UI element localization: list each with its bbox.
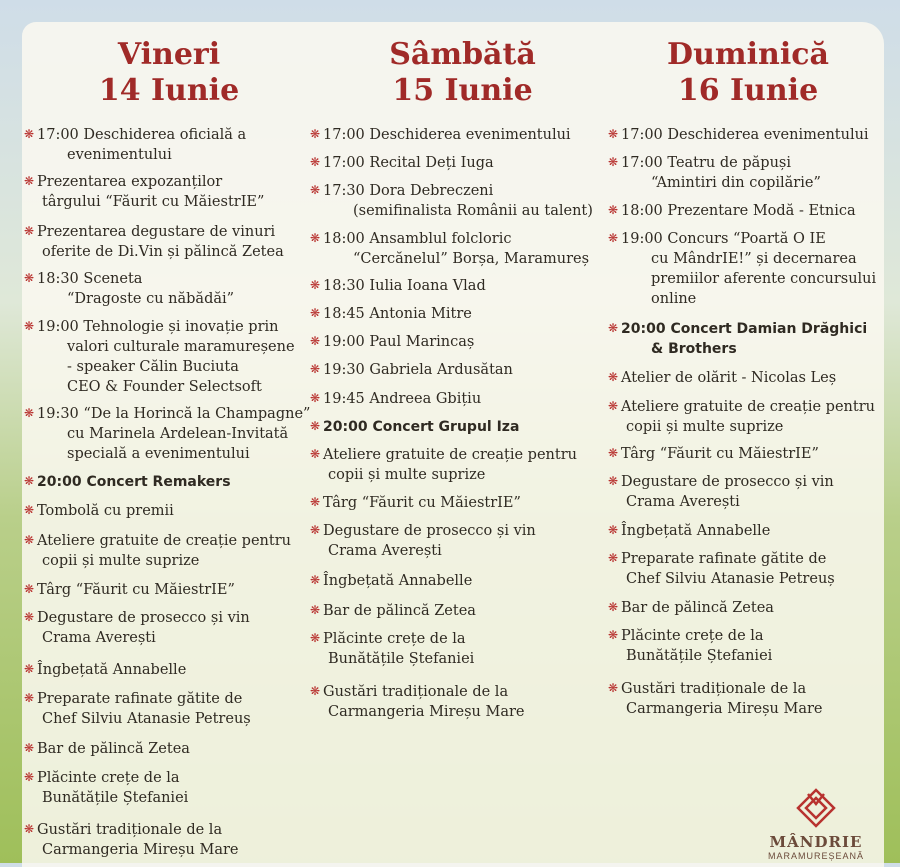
schedule-item — [24, 579, 314, 600]
item-text: Tombolă cu premii — [37, 503, 174, 519]
item-text: Degustare de prosecco și vin — [37, 610, 250, 626]
schedule-item — [608, 520, 888, 541]
item-text: oferite de Di.Vin și pălincă Zetea — [42, 244, 284, 260]
item-text: Crama Averești — [42, 630, 156, 646]
schedule-item — [310, 228, 615, 269]
ornament-bullet-icon: ❋ — [310, 362, 321, 376]
logo-emblem-icon — [794, 788, 838, 828]
schedule-item — [608, 228, 888, 309]
schedule-item — [24, 659, 314, 680]
schedule-item — [24, 221, 314, 262]
schedule-item — [24, 500, 314, 521]
item-time: 18:30 — [323, 278, 370, 294]
item-text: Prezentarea degustare de vinuri — [37, 224, 276, 240]
item-text: Concurs “Poartă O IE — [667, 231, 826, 247]
item-text: Crama Averești — [626, 494, 740, 510]
item-text: Teatru de păpuși — [667, 155, 791, 171]
item-text: Atelier de olărit - Nicolas Leș — [621, 370, 837, 386]
schedule-item — [24, 688, 314, 729]
item-time: 20:00 — [621, 321, 671, 337]
ornament-bullet-icon: ❋ — [310, 231, 321, 245]
item-time: 19:00 — [621, 231, 668, 247]
item-text: cu Marinela Ardelean-Invitată — [67, 426, 289, 442]
column-saturday — [310, 0, 615, 720]
ornament-bullet-icon: ❋ — [24, 822, 35, 836]
schedule-item — [608, 318, 888, 359]
schedule-item — [24, 124, 314, 165]
item-text: Plăcinte crețe de la — [621, 628, 764, 644]
item-text: Carmangeria Mireșu Mare — [626, 701, 823, 717]
item-time: 20:00 — [323, 419, 373, 435]
ornament-bullet-icon: ❋ — [608, 600, 619, 614]
ornament-bullet-icon: ❋ — [310, 631, 321, 645]
schedule-item — [310, 416, 615, 437]
schedule-item — [24, 738, 314, 759]
item-text: Ateliere gratuite de creație pentru — [323, 447, 577, 463]
ornament-bullet-icon: ❋ — [310, 573, 321, 587]
item-text: Ateliere gratuite de creație pentru — [621, 399, 875, 415]
schedule-item — [608, 367, 888, 388]
item-text: Târg “Făurit cu MăiestrIE” — [323, 495, 521, 511]
day-date: 15 Iunie — [392, 73, 533, 108]
item-text: Deschiderea evenimentului — [369, 127, 571, 143]
day-heading — [608, 37, 888, 109]
mandrie-logo — [756, 788, 876, 861]
schedule-item — [608, 152, 888, 193]
column-friday — [24, 0, 314, 858]
item-text: Sceneta — [83, 271, 143, 287]
item-text: Bunătățile Ștefaniei — [328, 651, 475, 667]
schedule-item — [310, 628, 615, 669]
schedule-item — [310, 570, 615, 591]
item-text: & Brothers — [651, 341, 737, 357]
item-text: Bar de pălincă Zetea — [37, 741, 190, 757]
ornament-bullet-icon: ❋ — [24, 474, 35, 488]
item-text: Bunătățile Ștefaniei — [42, 790, 189, 806]
ornament-bullet-icon: ❋ — [24, 582, 35, 596]
item-time: 18:30 — [37, 271, 84, 287]
item-text: Carmangeria Mireșu Mare — [328, 704, 525, 720]
item-text: Degustare de prosecco și vin — [323, 523, 536, 539]
ornament-bullet-icon: ❋ — [608, 523, 619, 537]
day-name: Vineri — [117, 37, 221, 72]
item-time: 20:00 — [37, 474, 87, 490]
ornament-bullet-icon: ❋ — [24, 533, 35, 547]
ornament-bullet-icon: ❋ — [608, 155, 619, 169]
item-text: CEO & Founder Selectsoft — [67, 379, 262, 395]
item-text: Îngbețată Annabelle — [37, 662, 187, 678]
ornament-bullet-icon: ❋ — [608, 203, 619, 217]
item-text: Gustări tradiționale de la — [621, 681, 807, 697]
item-text: premiilor aferente concursului — [651, 271, 877, 287]
item-time: 19:30 — [37, 406, 84, 422]
item-text: Bunătățile Ștefaniei — [626, 648, 773, 664]
schedule-item — [310, 492, 615, 513]
schedule-item — [24, 268, 314, 309]
item-text: online — [651, 291, 697, 307]
ornament-bullet-icon: ❋ — [310, 419, 321, 433]
schedule-item — [310, 303, 615, 324]
ornament-bullet-icon: ❋ — [310, 603, 321, 617]
ornament-bullet-icon: ❋ — [608, 446, 619, 460]
ornament-bullet-icon: ❋ — [310, 684, 321, 698]
item-time: 17:00 — [323, 127, 370, 143]
item-text: “Amintiri din copilărie” — [651, 175, 821, 191]
item-text: “De la Horincă la Champagne” — [83, 406, 311, 422]
schedule-item — [310, 520, 615, 561]
ornament-bullet-icon: ❋ — [608, 628, 619, 642]
item-text: Gustări tradiționale de la — [323, 684, 509, 700]
item-text: Concert Damian Drăghici — [670, 321, 868, 337]
ornament-bullet-icon: ❋ — [24, 691, 35, 705]
item-text: valori culturale maramureșene — [67, 339, 295, 355]
item-text: specială a evenimentului — [67, 446, 250, 462]
ornament-bullet-icon: ❋ — [310, 127, 321, 141]
item-text: Plăcinte crețe de la — [323, 631, 466, 647]
day-name: Duminică — [667, 37, 829, 72]
ornament-bullet-icon: ❋ — [310, 495, 321, 509]
schedule-item — [310, 359, 615, 380]
ornament-bullet-icon: ❋ — [608, 231, 619, 245]
schedule-item — [24, 530, 314, 571]
item-time: 17:00 — [621, 127, 668, 143]
item-text: Crama Averești — [328, 543, 442, 559]
schedule-item — [310, 152, 615, 173]
schedule-item — [24, 471, 314, 492]
day-heading — [310, 37, 615, 109]
ornament-bullet-icon: ❋ — [608, 681, 619, 695]
item-time: 17:30 — [323, 183, 370, 199]
schedule-item — [310, 444, 615, 485]
item-time: 17:00 — [37, 127, 84, 143]
ornament-bullet-icon: ❋ — [310, 447, 321, 461]
schedule-item — [310, 600, 615, 621]
item-time: 18:45 — [323, 306, 370, 322]
schedule-item — [608, 548, 888, 589]
day-date: 14 Iunie — [98, 73, 240, 108]
item-text: Concert Remakers — [86, 474, 231, 490]
schedule-item — [310, 275, 615, 296]
ornament-bullet-icon: ❋ — [24, 174, 35, 188]
item-text: Bar de pălincă Zetea — [323, 603, 476, 619]
column-sunday — [608, 0, 888, 717]
schedule-item — [24, 403, 314, 464]
ornament-bullet-icon: ❋ — [24, 127, 35, 141]
item-text: Andreea Gbițiu — [369, 391, 482, 407]
ornament-bullet-icon: ❋ — [608, 370, 619, 384]
ornament-bullet-icon: ❋ — [24, 610, 35, 624]
item-text: - speaker Călin Buciuta — [67, 359, 239, 375]
item-time: 19:00 — [323, 334, 370, 350]
schedule-item — [608, 124, 888, 145]
schedule-item — [608, 678, 888, 719]
item-time: 19:30 — [323, 362, 370, 378]
schedule-item — [608, 443, 888, 464]
item-text: copii și multe suprize — [626, 419, 784, 435]
ornament-bullet-icon: ❋ — [310, 306, 321, 320]
ornament-bullet-icon: ❋ — [24, 770, 35, 784]
ornament-bullet-icon: ❋ — [24, 741, 35, 755]
item-text: Carmangeria Mireșu Mare — [42, 842, 239, 858]
schedule-item — [310, 388, 615, 409]
ornament-bullet-icon: ❋ — [310, 155, 321, 169]
item-text: Deschiderea oficială a — [83, 127, 247, 143]
ornament-bullet-icon: ❋ — [608, 551, 619, 565]
item-text: Plăcinte crețe de la — [37, 770, 180, 786]
item-text: Antonia Mitre — [369, 306, 472, 322]
schedule-item — [24, 819, 314, 860]
schedule-item — [608, 597, 888, 618]
schedule-item — [24, 607, 314, 648]
schedule-item — [310, 331, 615, 352]
schedule-item — [608, 200, 888, 221]
item-text: Gabriela Ardusătan — [369, 362, 513, 378]
item-time: 17:00 — [323, 155, 370, 171]
item-text: Tehnologie și inovație prin — [83, 319, 279, 335]
day-heading — [24, 37, 314, 109]
schedule-item — [608, 625, 888, 666]
ornament-bullet-icon: ❋ — [24, 319, 35, 333]
day-date: 16 Iunie — [677, 73, 819, 108]
item-text: Deschiderea evenimentului — [667, 127, 869, 143]
item-text: Chef Silviu Atanasie Petreuș — [42, 711, 251, 727]
item-text: Degustare de prosecco și vin — [621, 474, 834, 490]
schedule-item — [608, 471, 888, 512]
item-text: copii și multe suprize — [42, 553, 200, 569]
item-text: “Dragoste cu năbădăi” — [67, 291, 235, 307]
schedule-item — [310, 180, 615, 221]
item-text: Preparate rafinate gătite de — [37, 691, 243, 707]
item-text: Târg “Făurit cu MăiestrIE” — [621, 446, 819, 462]
schedule-item — [24, 316, 314, 397]
item-text: cu MândrIE!” și decernarea — [651, 251, 857, 267]
schedule-item — [310, 681, 615, 722]
day-name: Sâmbătă — [389, 37, 536, 72]
ornament-bullet-icon: ❋ — [24, 503, 35, 517]
schedule-item — [608, 396, 888, 437]
item-text: Iulia Ioana Vlad — [369, 278, 486, 294]
item-text: Paul Marincaș — [369, 334, 475, 350]
ornament-bullet-icon: ❋ — [608, 474, 619, 488]
item-text: Chef Silviu Atanasie Petreuș — [626, 571, 835, 587]
ornament-bullet-icon: ❋ — [310, 523, 321, 537]
ornament-bullet-icon: ❋ — [608, 127, 619, 141]
item-text: Prezentare Modă - Etnica — [667, 203, 856, 219]
item-text: Îngbețată Annabelle — [621, 523, 771, 539]
item-text: Prezentarea expozanților — [37, 174, 223, 190]
item-time: 17:00 — [621, 155, 668, 171]
ornament-bullet-icon: ❋ — [310, 334, 321, 348]
item-text: Concert Grupul Iza — [372, 419, 520, 435]
item-text: Ansamblul folcloric — [369, 231, 512, 247]
item-time: 19:00 — [37, 319, 84, 335]
ornament-bullet-icon: ❋ — [24, 406, 35, 420]
item-text: (semifinalista Românii au talent) — [353, 203, 593, 219]
item-text: Târg “Făurit cu MăiestrIE” — [37, 582, 235, 598]
ornament-bullet-icon: ❋ — [310, 391, 321, 405]
ornament-bullet-icon: ❋ — [310, 183, 321, 197]
logo-title: MÂNDRIE — [769, 833, 863, 851]
ornament-bullet-icon: ❋ — [24, 224, 35, 238]
item-text: Preparate rafinate gătite de — [621, 551, 827, 567]
schedule-item — [310, 124, 615, 145]
schedule-item — [24, 767, 314, 808]
item-text: Îngbețată Annabelle — [323, 573, 473, 589]
item-text: Ateliere gratuite de creație pentru — [37, 533, 291, 549]
item-text: târgului “Făurit cu MăiestrIE” — [42, 194, 265, 210]
ornament-bullet-icon: ❋ — [24, 271, 35, 285]
item-text: “Cercănelul” Borșa, Maramureș — [353, 251, 590, 267]
item-text: copii și multe suprize — [328, 467, 486, 483]
item-time: 19:45 — [323, 391, 370, 407]
item-text: Dora Debreczeni — [369, 183, 494, 199]
item-text: evenimentului — [67, 147, 172, 163]
ornament-bullet-icon: ❋ — [608, 399, 619, 413]
item-time: 18:00 — [323, 231, 370, 247]
ornament-bullet-icon: ❋ — [608, 321, 619, 335]
ornament-bullet-icon: ❋ — [310, 278, 321, 292]
item-time: 18:00 — [621, 203, 668, 219]
schedule-item — [24, 171, 314, 212]
ornament-bullet-icon: ❋ — [24, 662, 35, 676]
item-text: Recital Deți Iuga — [369, 155, 494, 171]
logo-subtitle: MARAMUREȘEANĂ — [767, 851, 864, 861]
item-text: Gustări tradiționale de la — [37, 822, 223, 838]
item-text: Bar de pălincă Zetea — [621, 600, 774, 616]
